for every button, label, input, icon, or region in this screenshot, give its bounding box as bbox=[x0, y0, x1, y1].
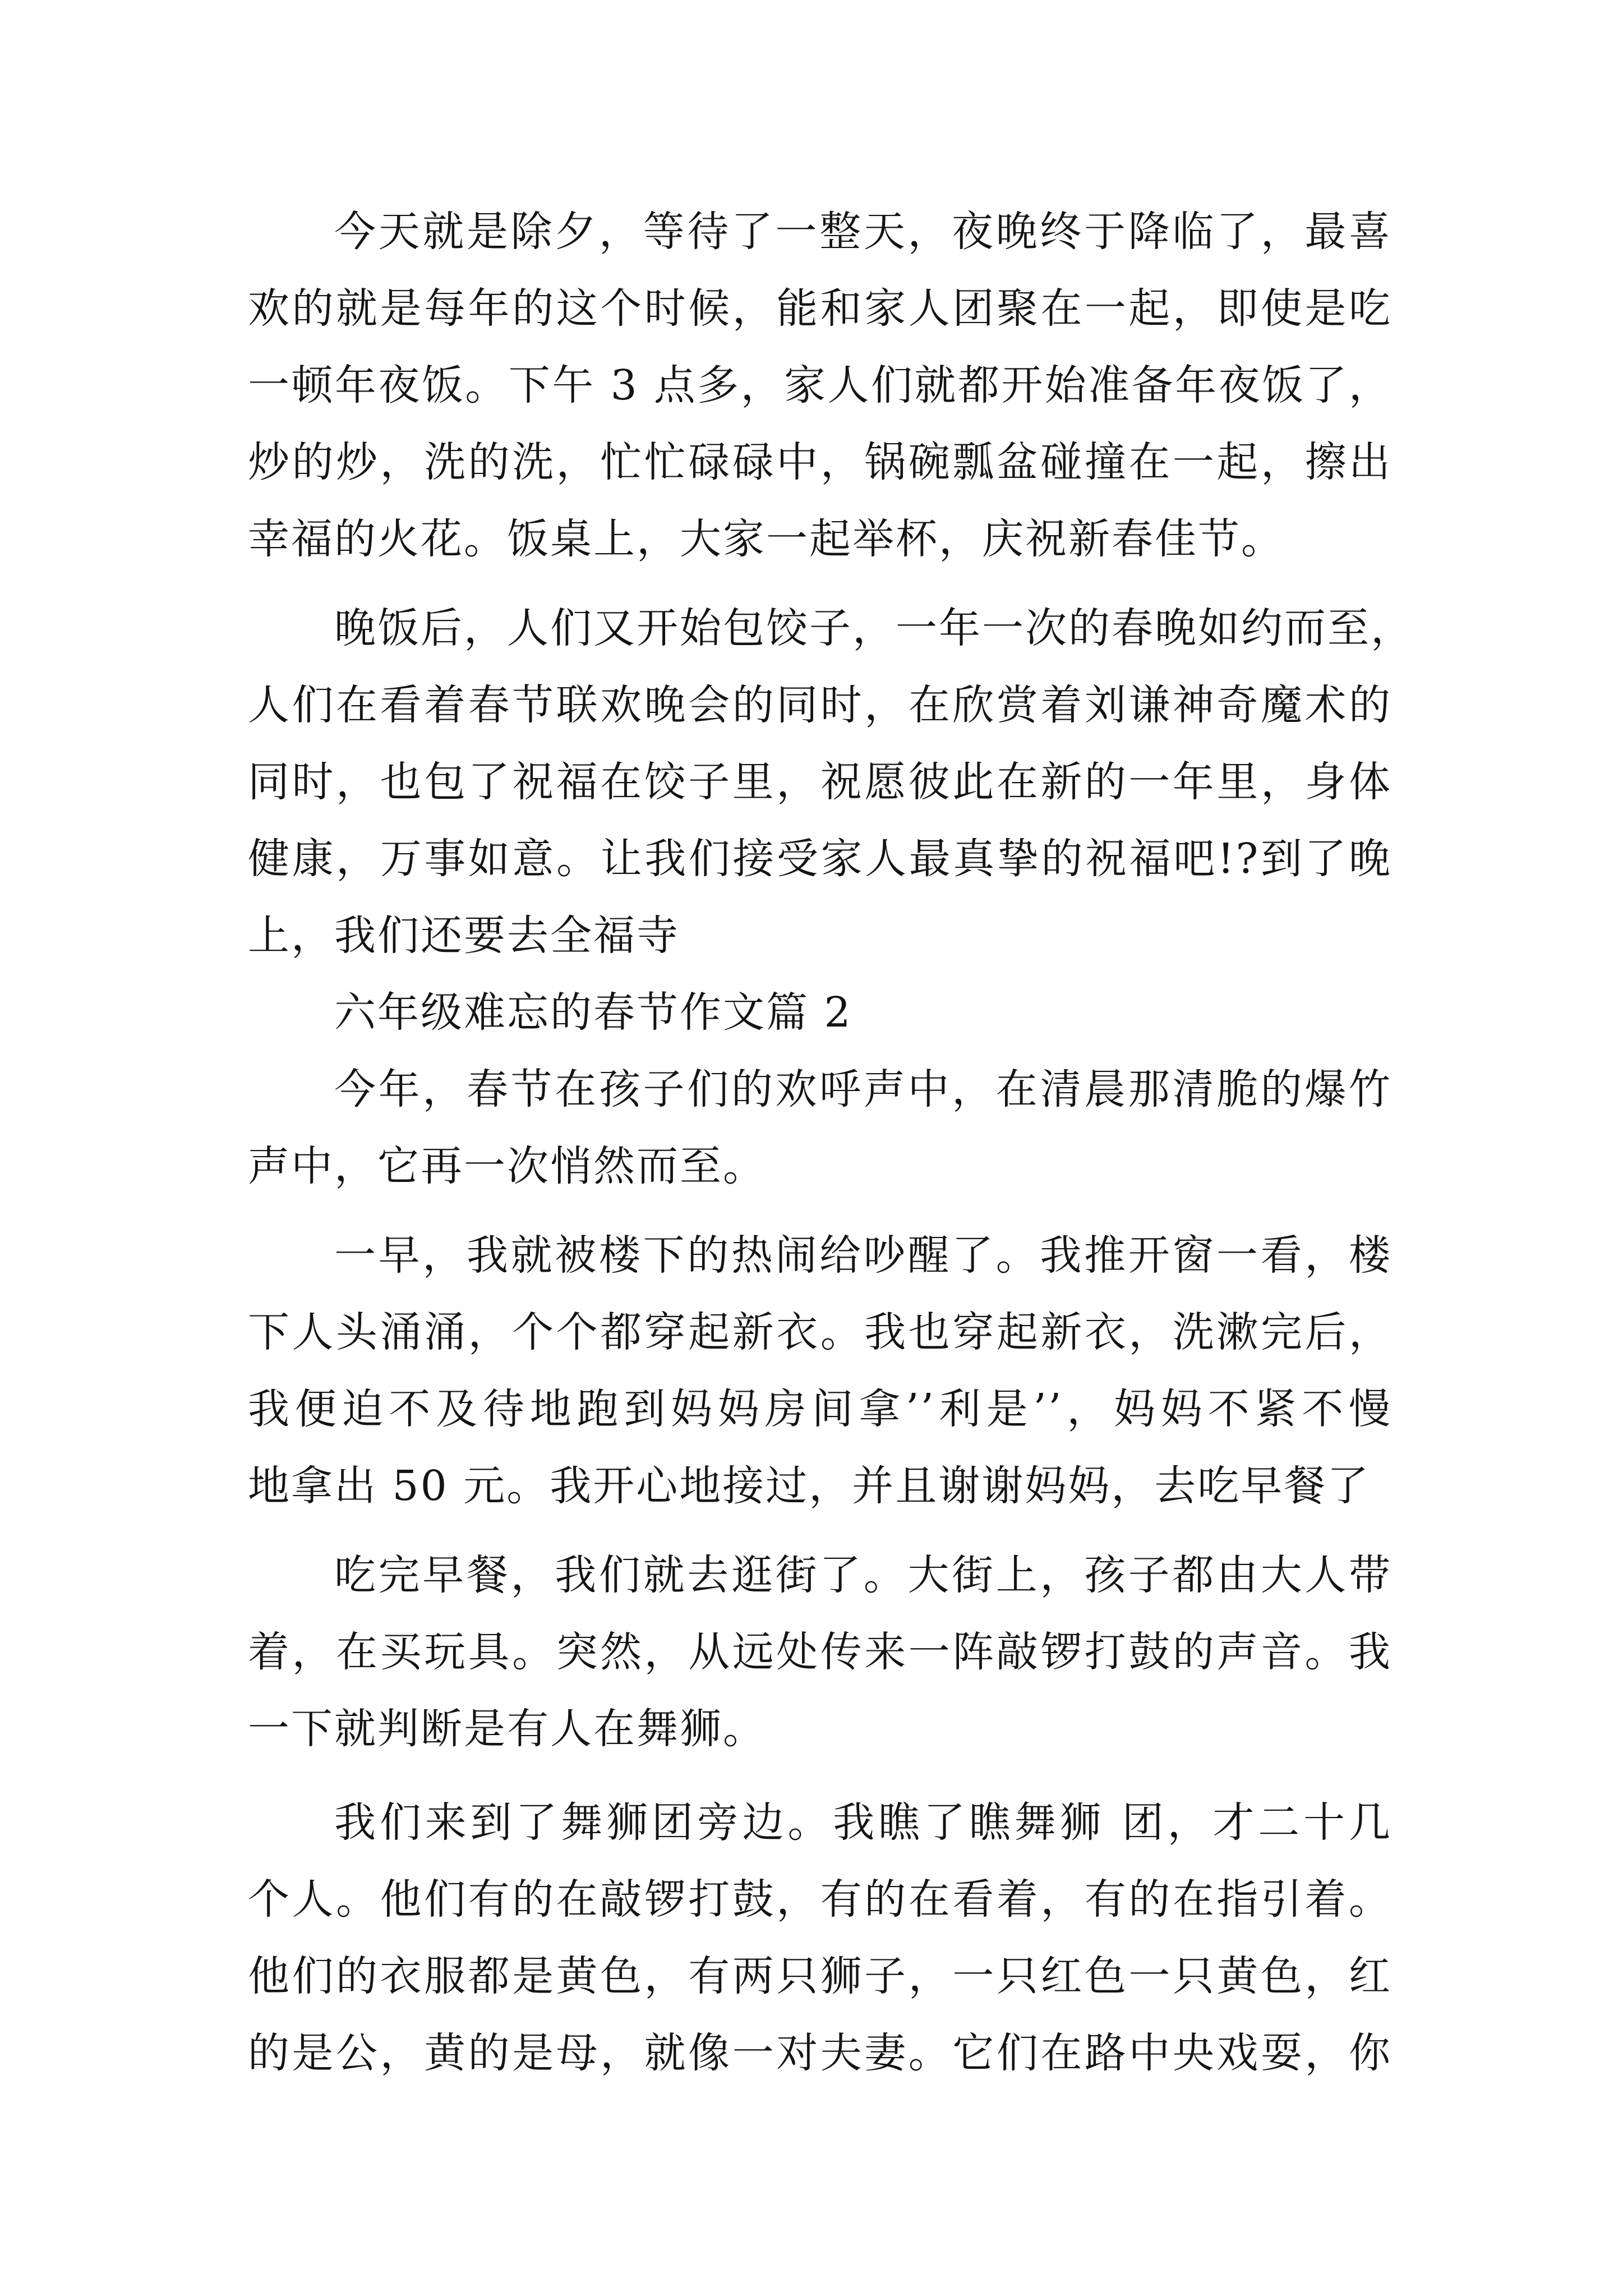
paragraph bbox=[248, 590, 1414, 974]
section-heading bbox=[248, 974, 1392, 1051]
text-line: 着，在买玩具。突然，从远处传来一阵敲锣打鼓的声音。我 bbox=[248, 1628, 1392, 1676]
text-line: 一下就判断是有人在舞狮。 bbox=[248, 1705, 766, 1753]
text-line: 个人。他们有的在敲锣打鼓，有的在看着，有的在指引着。 bbox=[248, 1875, 1392, 1924]
text-line: 吃完早餐，我们就去逛街了。大街上，孩子都由大人带 bbox=[334, 1551, 1392, 1599]
paragraph bbox=[248, 1217, 1392, 1525]
text-line: 上，我们还要去全福寺 bbox=[248, 912, 680, 960]
text-line: 一顿年夜饭。下午 3 点多，家人们就都开始准备年夜饭了， bbox=[248, 361, 1392, 409]
text-line: 一早，我就被楼下的热闹给吵醒了。我推开窗一看，楼 bbox=[334, 1231, 1392, 1280]
text-line: 欢的就是每年的这个时候，能和家人团聚在一起，即使是吃 bbox=[248, 284, 1392, 333]
text-line: 六年级难忘的春节作文篇 2 bbox=[334, 988, 852, 1037]
text-line: 今天就是除夕，等待了一整天，夜晚终于降临了，最喜 bbox=[334, 208, 1392, 256]
paragraph bbox=[248, 1051, 1392, 1205]
text-line: 我们来到了舞狮团旁边。我瞧了瞧舞狮 团，才二十几 bbox=[334, 1798, 1392, 1847]
text-line: 炒的炒，洗的洗，忙忙碌碌中，锅碗瓢盆碰撞在一起，擦出 bbox=[248, 438, 1392, 486]
text-line: 同时，也包了祝福在饺子里，祝愿彼此在新的一年里，身体 bbox=[248, 758, 1392, 806]
text-line: 他们的衣服都是黄色，有两只狮子，一只红色一只黄色，红 bbox=[248, 1952, 1392, 2000]
text-line: 晚饭后，人们又开始包饺子，一年一次的春晚如约而至， bbox=[334, 604, 1414, 652]
paragraph bbox=[248, 1784, 1392, 2092]
text-line: 地拿出 50 元。我开心地接过，并且谢谢妈妈，去吃早餐了 bbox=[248, 1462, 1371, 1510]
text-line: 人们在看着春节联欢晚会的同时，在欣赏着刘谦神奇魔术的 bbox=[248, 681, 1392, 729]
paragraph bbox=[248, 194, 1392, 578]
text-line: 幸福的火花。饭桌上，大家一起举杯，庆祝新春佳节。 bbox=[248, 515, 1284, 563]
text-line: 我便迫不及待地跑到妈妈房间拿’’利是’’，妈妈不紧不慢 bbox=[248, 1385, 1392, 1433]
document-body bbox=[248, 194, 1414, 2092]
text-line: 的是公，黄的是母，就像一对夫妻。它们在路中央戏耍，你 bbox=[248, 2029, 1392, 2077]
text-line: 今年，春节在孩子们的欢呼声中，在清晨那清脆的爆竹 bbox=[334, 1065, 1392, 1114]
text-line: 下人头涌涌，个个都穿起新衣。我也穿起新衣，洗漱完后， bbox=[248, 1308, 1392, 1356]
text-line: 健康，万事如意。让我们接受家人最真挚的祝福吧!?到了晚 bbox=[248, 835, 1392, 883]
paragraph bbox=[248, 1537, 1392, 1768]
text-line: 声中，它再一次悄然而至。 bbox=[248, 1142, 766, 1190]
